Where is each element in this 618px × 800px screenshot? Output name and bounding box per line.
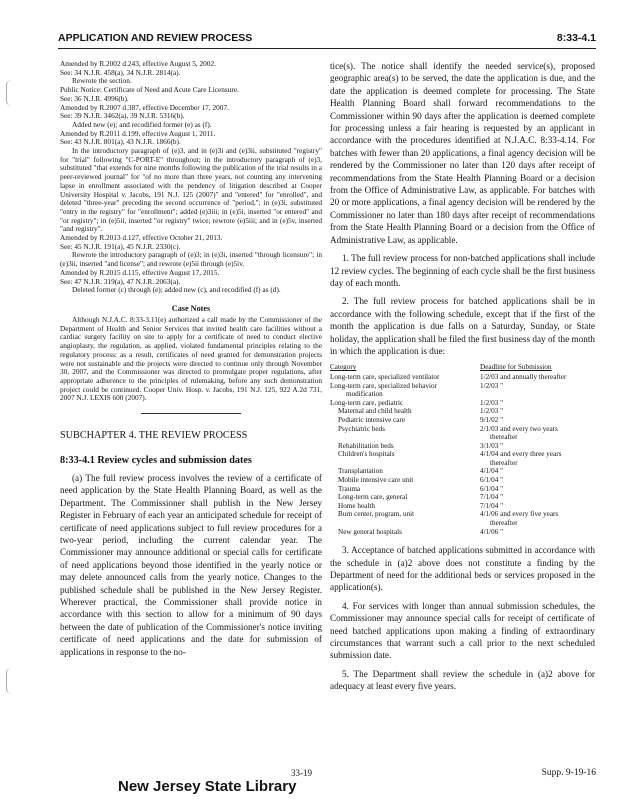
case-notes-heading: Case Notes	[171, 303, 211, 313]
schedule-deadline: 7/1/04 "	[480, 501, 504, 510]
right-column	[330, 60, 595, 770]
schedule-deadline: 6/1/04 "	[480, 476, 504, 485]
schedule-row	[330, 493, 595, 502]
schedule-col-category: Category	[330, 363, 357, 372]
schedule-row	[330, 459, 595, 468]
schedule-col-deadline: Deadline for Submission	[480, 363, 552, 372]
schedule-rows	[330, 373, 595, 536]
schedule-category: modification	[346, 390, 383, 399]
history-note: Amended by R.2011 d.199, effective August 1, 2011.	[60, 128, 216, 138]
item-3: 3. Acceptance of batched applications submitted in accordance with the schedule in (a)2 above does not constitute a finding by the Department of need for the additional beds or services proposed in the application(s).	[330, 545, 595, 593]
schedule-category: Long-term care, specialized behavior	[330, 381, 437, 390]
schedule-row	[330, 390, 595, 399]
schedule-deadline: 7/1/04 "	[480, 493, 504, 502]
schedule-row	[330, 416, 595, 425]
schedule-row	[330, 510, 595, 519]
schedule-category: Maternal and child health	[338, 407, 412, 416]
schedule-category: Children's hospitals	[338, 450, 395, 459]
item-4: 4. For services with longer than annual submission schedules, the Commissioner may announce special calls for receipt of certificate of need batched applications upon making a finding of extraordinary circumstances that warrant such a call prior to the next scheduled submission date.	[330, 600, 595, 661]
paragraph-a-continued: tice(s). The notice shall identify the needed service(s), proposed geographic area(s) to be served, the date the application is due, and the date the application is deemed complete for processing. The State Health Planning Board shall forward recommendations to the Commissioner within 90 days after the application is deemed complete for processing unless a fair hearing is requested by an applicant in accordance with the procedures identified at N.J.A.C. 8:33-4.14. For batches with fewer than 20 applications, a final agency decision will be rendered by the Commissioner no later than 120 days after receipt of recommendations from the State Health Planning Board or a decision from the Office of Administrative Law, as applicable. For batches with 20 or more applications, a final agency decision will be rendered by the Commissioner no later than 180 days after receipt of recommendations from the State Health Planning Board or a decision from the Office of Administrative Law, as applicable.	[330, 61, 595, 245]
schedule-deadline: thereafter	[490, 519, 518, 528]
history-note: See: 36 N.J.R. 4996(b).	[60, 93, 129, 103]
schedule-category: Psychiatric beds	[338, 424, 385, 433]
schedule-deadline: 1/2/03 "	[480, 381, 504, 390]
schedule-row	[330, 528, 595, 537]
history-note: See: 34 N.J.R. 458(a), 34 N.J.R. 2814(a).	[60, 67, 181, 77]
schedule-row	[330, 450, 595, 459]
schedule-deadline: 1/2/03 and annually thereafter	[480, 372, 567, 381]
history-note: See: 45 N.J.R. 191(a), 45 N.J.R. 2330(c).	[60, 241, 181, 251]
schedule-deadline: 2/1/03 and every two years	[480, 424, 558, 433]
header-title: APPLICATION AND REVIEW PROCESS	[58, 32, 253, 44]
schedule-deadline: 4/1/06 and every five years	[480, 510, 559, 519]
schedule-row	[330, 442, 595, 451]
item-1: 1. The full review process for non-batched applications shall include 12 review cycles. The beginning of each cycle shall be the first business day of each month.	[330, 253, 595, 288]
schedule-deadline: 4/1/04 "	[480, 467, 504, 476]
header-section-number: 8:33-4.1	[556, 32, 596, 44]
schedule-row	[330, 502, 595, 511]
schedule-category: Long-term care, specialized ventilator	[330, 372, 440, 381]
schedule-category: Long-term care, general	[338, 493, 408, 502]
schedule-deadline: 4/1/04 and every three years	[480, 450, 562, 459]
schedule-row	[330, 433, 595, 442]
history-note: See: 43 N.J.R. 801(a), 43 N.J.R. 1866(b).	[60, 137, 181, 147]
schedule-category	[330, 433, 480, 442]
schedule-deadline: 3/1/03 "	[480, 441, 504, 450]
page-number: 33-19	[291, 768, 312, 778]
section-heading: 8:33-4.1 Review cycles and submission dates	[60, 455, 252, 467]
schedule-category: Home health	[338, 501, 375, 510]
schedule-deadline: thereafter	[490, 433, 518, 442]
schedule-category: Trauma	[338, 484, 361, 493]
history-note: Deleted former (c) through (e); added new (c), and recodified (f) as (d).	[72, 285, 281, 295]
schedule-category	[330, 519, 480, 528]
schedule-category: Rehabilitation beds	[338, 441, 394, 450]
schedule-deadline	[480, 390, 595, 399]
schedule-deadline: 4/1/06 "	[480, 527, 504, 536]
history-note: Rewrote the section.	[72, 76, 132, 86]
history-note: Amended by R.2015 d.115, effective August 17, 2015.	[60, 267, 220, 277]
schedule-category: New general hospitals	[338, 527, 402, 536]
history-note: See: 39 N.J.R. 3462(a), 39 N.J.R. 5316(b).	[60, 111, 185, 121]
history-note: Public Notice: Certificate of Need and Acute Care Licensure.	[60, 85, 239, 95]
schedule-category: Burn center, program, unit	[338, 510, 415, 519]
schedule-category: Pediatric intensive care	[338, 415, 406, 424]
item-5: 5. The Department shall review the schedule in (a)2 above for adequacy at least every five years.	[330, 668, 595, 692]
schedule-deadline: 9/1/02 "	[480, 415, 504, 424]
schedule-deadline: thereafter	[490, 458, 518, 467]
case-notes-text: Although N.J.A.C. 8:33-3.11(e) authorized a call made by the Commissioner of the Department of Health and Senior Services that invited health care facilities without a cardiac surgery facility on site to apply for a certificate of need to conduct elective angioplasty, the regulation, as applied, violated fundamental principles relating to the regulatory process: as a result, certificates of need granted for demonstration projects were not sustainable and the projects were directed to continue only through November 30, 2007, and the Commissioner was directed to promulgate proper regulations, after appropriate adherence to the principles of rulemaking, before any such demonstration project could be continued. Cooper Univ. Hosp. v. Jacobs, 191 N.J. 125, 922 A.2d 731, 2007 N.J. LEXIS 600 (2007).	[60, 314, 322, 403]
schedule-row	[330, 425, 595, 434]
item-2: 2. The full review process for batched applications shall be in accordance with the following schedule, except that if the first of the month the application is due falls on a Saturday, Sunday, or State holiday, the application shall be filed the first business day of the month in which the application is due:	[330, 296, 595, 356]
schedule-header-row	[330, 363, 595, 372]
schedule-row	[330, 382, 595, 391]
schedule-row	[330, 476, 595, 485]
schedule-row	[330, 519, 595, 528]
history-note: See: 47 N.J.R. 319(a), 47 N.J.R. 2063(a).	[60, 276, 181, 286]
history-notes	[60, 60, 322, 295]
schedule-row	[330, 399, 595, 408]
running-header	[58, 32, 596, 49]
history-note: Added new (e); and recodified former (e) as (f).	[72, 119, 212, 129]
library-stamp: New Jersey State Library	[118, 778, 297, 795]
schedule-deadline: 1/2/03 "	[480, 407, 504, 416]
submission-schedule-table	[330, 363, 595, 536]
paragraph-a: (a) The full review process involves the review of a certificate of need application by the State Health Planning Board, as well as the Department. The Commissioner shall publish in the New Jersey Register in February of each year an anticipated schedule for receipt of certificate of need applications subject to full review procedures for a two-year period, including the current calendar year. The Commissioner may announce additional or special calls for certificate of need applications beyond those identified in the yearly notice or may delete announced calls from the yearly notice. Changes to the published schedule shall be published in the New Jersey Register. Wherever practical, the Commissioner shall provide notice in accordance with this section to allow for a minimum of 90 days between the date of publication of the Commissioner's notice inviting certificate of need applications and the date for submission of applications in response to the no-	[60, 473, 322, 657]
schedule-category: Long-term care, pediatric	[330, 398, 404, 407]
subchapter-title: SUBCHAPTER 4. THE REVIEW PROCESS	[60, 430, 248, 442]
margin-mark	[6, 80, 17, 106]
schedule-category: Mobile intensive care unit	[338, 476, 414, 485]
schedule-category	[330, 459, 480, 468]
schedule-row	[330, 485, 595, 494]
schedule-row	[330, 373, 595, 382]
schedule-category: Transplantation	[338, 467, 383, 476]
schedule-deadline: 1/2/03 "	[480, 398, 504, 407]
history-note: Rewrote the introductory paragraph of (e)3; in (e)3i, inserted "through licensure"; in (e)3ii, inserted "and license"; and rewrote (e)5ii through (e)5iv.	[60, 250, 322, 269]
history-note: Amended by R.2007 d.387, effective December 17, 2007.	[60, 102, 229, 112]
history-note: Amended by R.2013 d.127, effective October 21, 2013.	[60, 233, 223, 243]
schedule-row	[330, 407, 595, 416]
schedule-row	[330, 467, 595, 476]
supplement-date: Supp. 9-19-16	[541, 768, 596, 778]
margin-mark	[6, 668, 17, 694]
left-column	[60, 60, 322, 770]
divider	[141, 413, 241, 414]
history-note: Amended by R.2002 d.243, effective August 5, 2002.	[60, 60, 216, 68]
schedule-deadline: 6/1/04 "	[480, 484, 504, 493]
history-note: In the introductory paragraph of (e)3, and in (e)3i and (e)3ii, substituted "registry" for "trial" following "C-PORT-E" throughout; in the introductory paragraph of (e)3, substituted "that extends for nine months following the publication of the trial results in a peer-reviewed journal" for "of no more than three years, not counting any intervening lapse in enrollment associated with the pendency of litigation described at Cooper University Hospital v. Jacobs, 191 N.J. 125 (2007)" and "entered" for "enrolled", and deleted "three-year" preceding the second occurrence of "period,"; in (e)3i, substituted "entry in the registry" for "enrollment"; added (e)3iii; in (e)5i, inserted "or entered" and "or registry"; in (e)5ii, inserted "or registry" twice; rewrote (e)5iii; and in (e)5v, inserted "and registry".	[60, 146, 322, 234]
